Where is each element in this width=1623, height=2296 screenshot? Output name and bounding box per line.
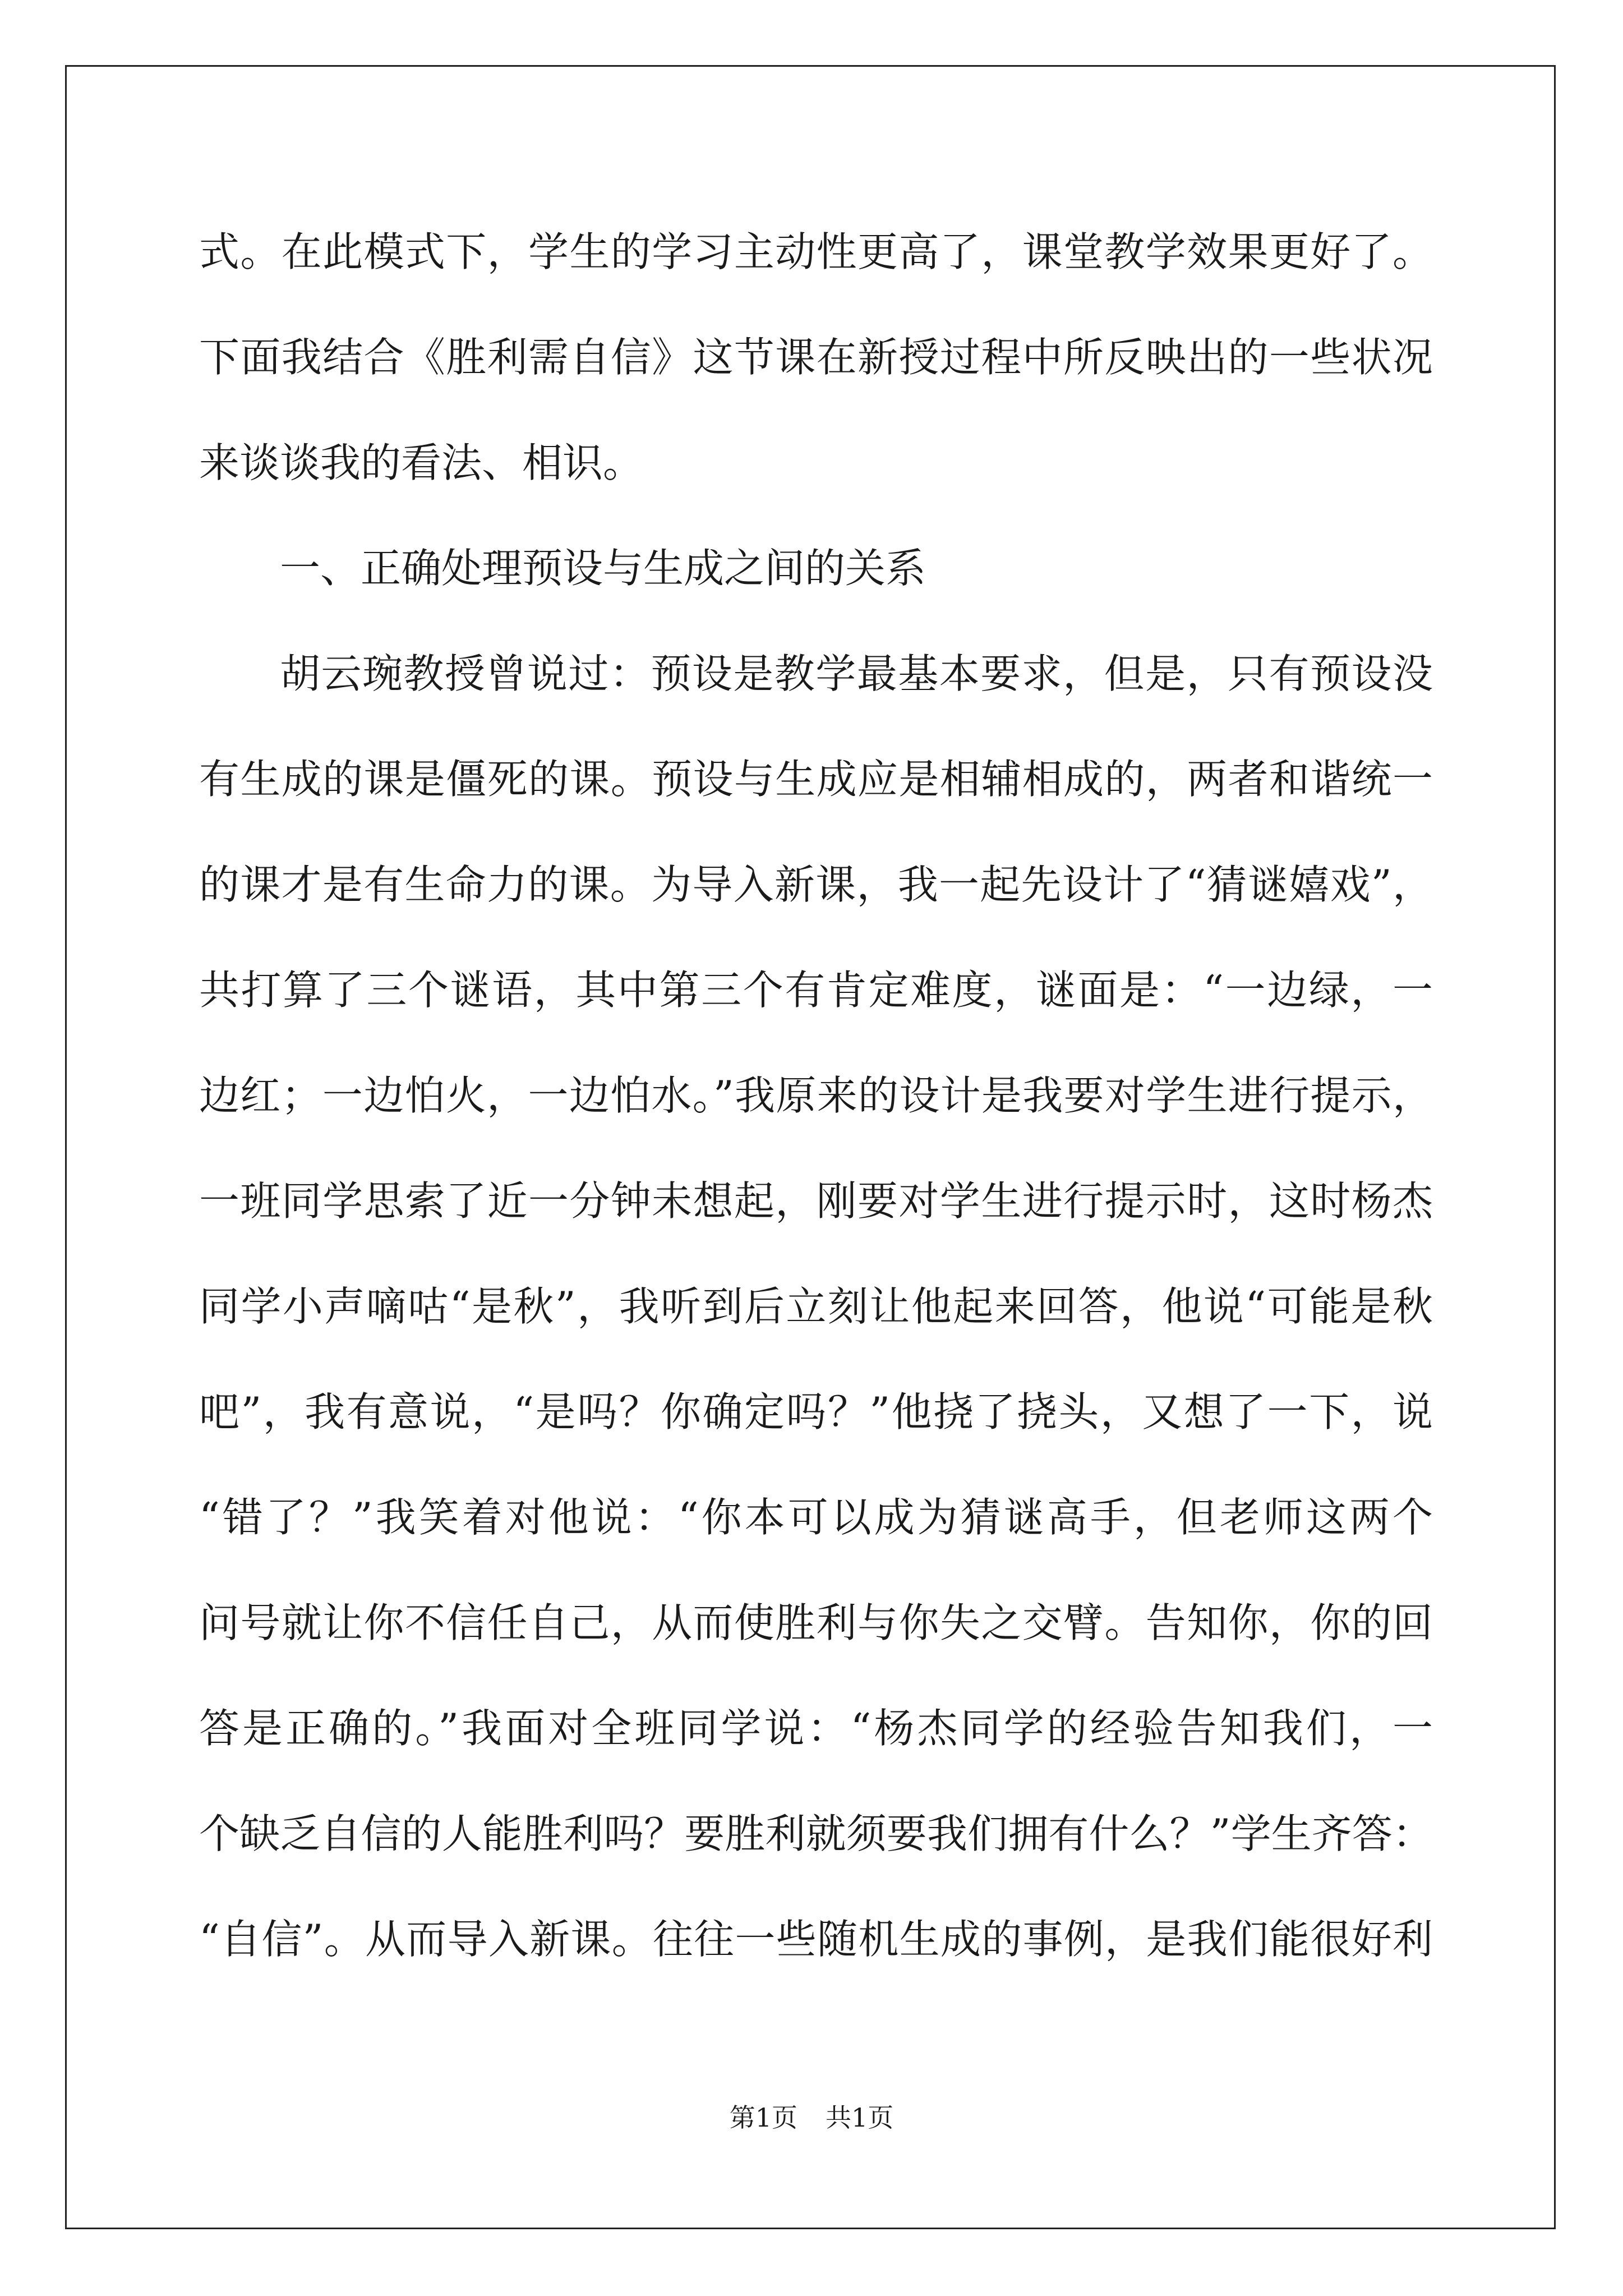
page-total: 共1页	[826, 2102, 894, 2133]
text-line: 有生成的课是僵死的课。预设与生成应是相辅相成的，两者和谐统一	[199, 756, 1433, 803]
text-line: 同学小声嘀咕“是秋”，我听到后立刻让他起来回答，他说“可能是秋	[199, 1283, 1433, 1330]
text-line: “错了？”我笑着对他说：“你本可以成为猜谜高手，但老师这两个	[199, 1494, 1433, 1541]
document-body	[199, 199, 1433, 1992]
text-line: 一班同学思索了近一分钟未想起，刚要对学生进行提示时，这时杨杰	[199, 1177, 1433, 1225]
text-line: 的课才是有生命力的课。为导入新课，我一起先设计了“猜谜嬉戏”，	[199, 861, 1433, 908]
text-line: 式。在此模式下，学生的学习主动性更高了，课堂教学效果更好了。	[199, 228, 1433, 275]
text-line: 答是正确的。”我面对全班同学说：“杨杰同学的经验告知我们，一	[199, 1705, 1433, 1752]
text-line: 吧”，我有意说，“是吗？你确定吗？”他挠了挠头，又想了一下，说	[199, 1388, 1433, 1435]
text-line: 共打算了三个谜语，其中第三个有肯定难度，谜面是：“一边绿，一	[199, 967, 1433, 1014]
text-line: 个缺乏自信的人能胜利吗？要胜利就须要我们拥有什么？”学生齐答：	[199, 1810, 1433, 1857]
text-line: 胡云琬教授曾说过：预设是教学最基本要求，但是，只有预设没	[280, 650, 1433, 697]
text-line: 边红；一边怕火，一边怕水。”我原来的设计是我要对学生进行提示，	[199, 1072, 1433, 1119]
text-line: 来谈谈我的看法、相识。	[199, 439, 644, 486]
page-number: 第1页	[729, 2102, 797, 2133]
text-line: 问号就让你不信任自己，从而使胜利与你失之交臂。告知你，你的回	[199, 1599, 1433, 1646]
text-line: “自信”。从而导入新课。往往一些随机生成的事例，是我们能很好利	[199, 1916, 1433, 1963]
text-line: 下面我结合《胜利需自信》这节课在新授过程中所反映出的一些状况	[199, 334, 1433, 381]
page-footer	[0, 2101, 1623, 2134]
section-heading: 一、正确处理预设与生成之间的关系	[280, 545, 926, 592]
